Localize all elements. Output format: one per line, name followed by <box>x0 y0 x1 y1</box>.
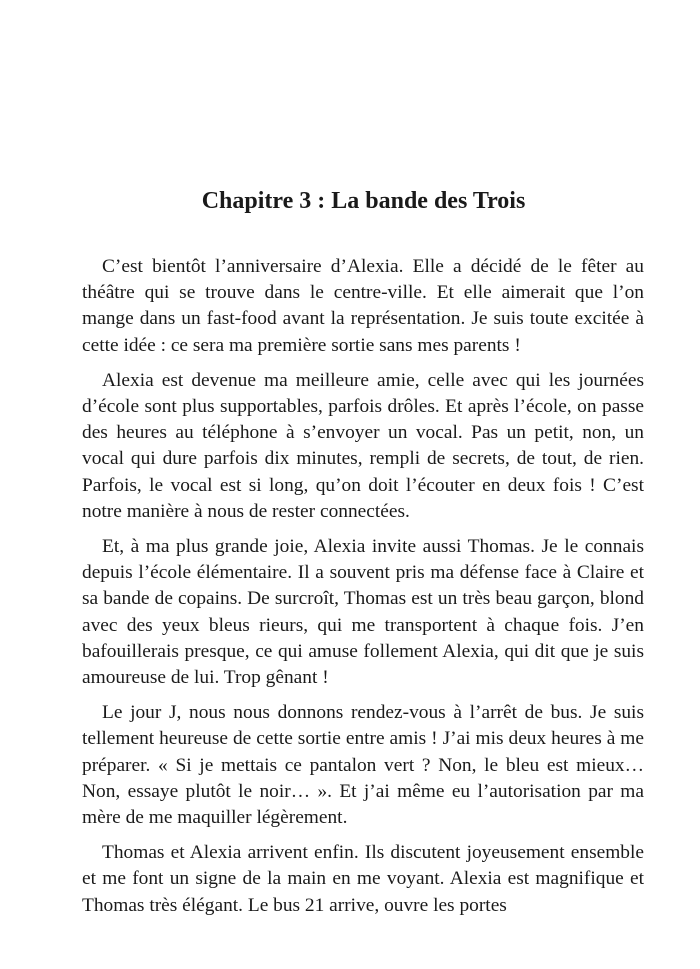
paragraph-4: Le jour J, nous nous donnons rendez-vous à l’arrêt de bus. Je suis tellement heureuse de cette sortie entre amis ! J’ai mis deux heures à me préparer. « Si je mettais ce pantalon vert ? Non, le bleu est mieux…Non, essaye plutôt le noir… ». Et j’ai même eu l’autorisation par ma mère de me maquiller légèrement. <box>82 702 644 829</box>
paragraph-5: Thomas et Alexia arrivent enfin. Ils discutent joyeusement ensemble et me font un signe de la main en me voyant. Alexia est magnifique et Thomas très élégant. Le bus 21 arrive, ouvre les portes <box>82 842 644 916</box>
chapter-body <box>82 254 644 928</box>
paragraph-1: C’est bientôt l’anniversaire d’Alexia. Elle a décidé de le fêter au théâtre qui se trouve dans le centre-ville. Et elle aimerait que l’on mange dans un fast-food avant la représentation. Je suis toute excitée à cette idée : ce sera ma première sortie sans mes parents ! <box>82 256 644 356</box>
paragraph-3: Et, à ma plus grande joie, Alexia invite aussi Thomas. Je le connais depuis l’école élémentaire. Il a souvent pris ma défense face à Claire et sa bande de copains. De surcroît, Thomas est un très beau garçon, blond avec des yeux bleus rieurs, qui me transportent à chaque fois. J’en bafouillerais presque, ce qui amuse follement Alexia, qui dit que je suis amoureuse de lui. Trop gênant ! <box>82 536 644 689</box>
chapter-title: Chapitre 3 : La bande des Trois <box>201 188 526 214</box>
paragraph-2: Alexia est devenue ma meilleure amie, celle avec qui les journées d’école sont plus supportables, parfois drôles. Et après l’école, on passe des heures au téléphone à s’envoyer un vocal. Pas un petit, non, un vocal qui dure parfois dix minutes, rempli de secrets, de tout, de rien. Parfois, le vocal est si long, qu’on doit l’écouter en deux fois ! C’est notre manière à nous de rester connectées. <box>82 369 644 522</box>
